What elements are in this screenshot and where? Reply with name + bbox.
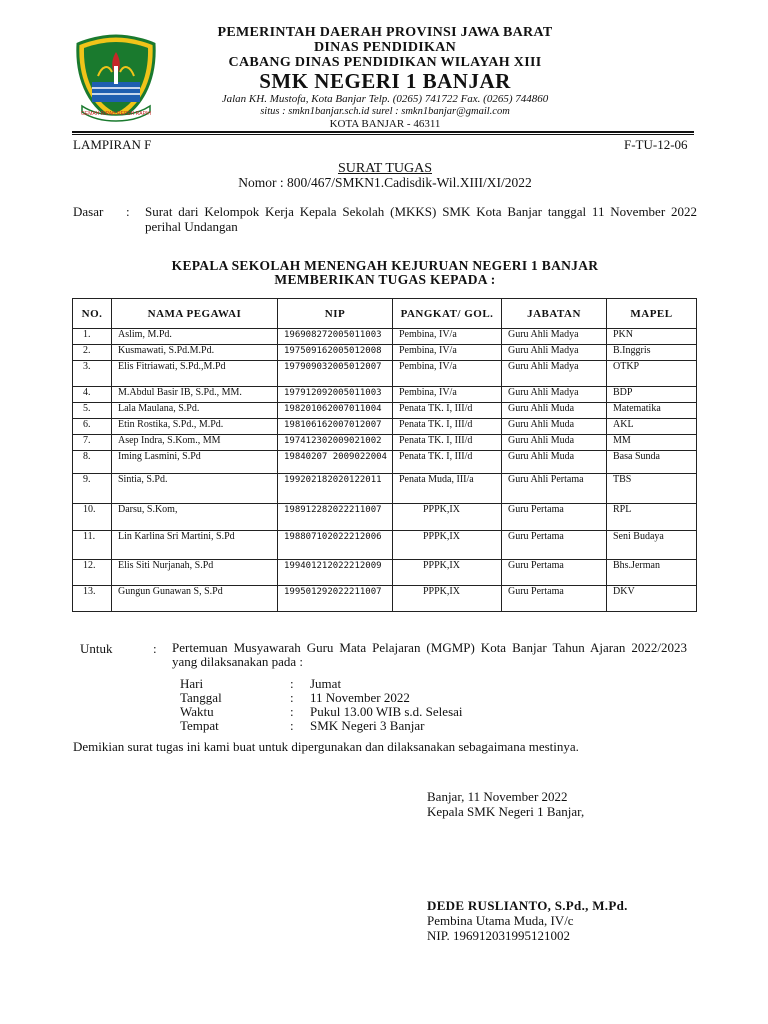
- signatory-name: DEDE RUSLIANTO, S.Pd., M.Pd.: [427, 898, 628, 913]
- table-cell: 196908272005011003: [278, 329, 393, 345]
- letterhead-government: PEMERINTAH DAERAH PROVINSI JAWA BARAT: [217, 25, 553, 40]
- table-cell: Guru Ahli Madya: [502, 329, 607, 345]
- table-row: [73, 435, 697, 451]
- table-cell: Guru Ahli Muda: [502, 403, 607, 419]
- table-cell: Darsu, S.Kom,: [112, 504, 278, 531]
- table-cell: Matematika: [607, 403, 697, 419]
- table-cell: Guru Pertama: [502, 504, 607, 531]
- form-code: F-TU-12-06: [624, 137, 688, 152]
- table-row: [73, 504, 697, 531]
- table-cell: Elis Siti Nurjanah, S.Pd: [112, 560, 278, 586]
- table-cell: 6.: [73, 419, 112, 435]
- detail-value-day: Jumat: [310, 676, 342, 691]
- table-cell: 7.: [73, 435, 112, 451]
- table-cell: Pembina, IV/a: [393, 361, 502, 387]
- table-cell: Guru Ahli Muda: [502, 419, 607, 435]
- table-cell: 12.: [73, 560, 112, 586]
- assignment-heading: KEPALA SEKOLAH MENENGAH KEJURUAN NEGERI 1 BANJAR: [171, 258, 599, 273]
- table-cell: Seni Budaya: [607, 531, 697, 560]
- table-cell: 10.: [73, 504, 112, 531]
- table-cell: Pembina, IV/a: [393, 345, 502, 361]
- letterhead-contact: situs : smkn1banjar.sch.id surel : smkn1banjar@gmail.com: [260, 106, 510, 117]
- table-cell: 199401212022212009: [278, 560, 393, 586]
- letterhead-school-name: SMK NEGERI 1 BANJAR: [259, 69, 511, 93]
- detail-value-place: SMK Negeri 3 Banjar: [310, 718, 425, 733]
- detail-value-time: Pukul 13.00 WIB s.d. Selesai: [310, 704, 463, 719]
- table-cell: Guru Pertama: [502, 560, 607, 586]
- table-cell: 197909032005012007: [278, 361, 393, 387]
- detail-colon: :: [290, 704, 294, 719]
- table-cell: Guru Ahli Muda: [502, 435, 607, 451]
- table-cell: 2.: [73, 345, 112, 361]
- table-cell: B.Inggris: [607, 345, 697, 361]
- detail-colon: :: [290, 676, 294, 691]
- untuk-colon: :: [153, 641, 157, 656]
- staff-table: [72, 298, 697, 612]
- table-cell: PPPK,IX: [393, 586, 502, 612]
- detail-label-time: Waktu: [180, 704, 214, 719]
- table-cell: 198201062007011004: [278, 403, 393, 419]
- table-cell: Guru Ahli Madya: [502, 361, 607, 387]
- table-cell: Bhs.Jerman: [607, 560, 697, 586]
- table-cell: PKN: [607, 329, 697, 345]
- table-cell: 199501292022211007: [278, 586, 393, 612]
- table-cell: Penata Muda, III/a: [393, 474, 502, 504]
- table-cell: 8.: [73, 451, 112, 474]
- table-cell: 4.: [73, 387, 112, 403]
- table-cell: TBS: [607, 474, 697, 504]
- letterhead-divider-thick: [72, 131, 694, 133]
- signature-position: Kepala SMK Negeri 1 Banjar,: [427, 804, 585, 819]
- table-cell: 13.: [73, 586, 112, 612]
- table-cell: Penata TK. I, III/d: [393, 451, 502, 474]
- table-cell: Kusmawati, S.Pd.M.Pd.: [112, 345, 278, 361]
- table-cell: 9.: [73, 474, 112, 504]
- table-cell: OTKP: [607, 361, 697, 387]
- table-cell: Gungun Gunawan S, S.Pd: [112, 586, 278, 612]
- untuk-label: Untuk: [80, 641, 113, 656]
- table-row: [73, 387, 697, 403]
- table-cell: 11.: [73, 531, 112, 560]
- table-cell: PPPK,IX: [393, 531, 502, 560]
- table-cell: Guru Ahli Madya: [502, 387, 607, 403]
- table-cell: M.Abdul Basir IB, S.Pd., MM.: [112, 387, 278, 403]
- letterhead-branch: CABANG DINAS PENDIDIKAN WILAYAH XIII: [228, 55, 542, 70]
- letterhead-city: KOTA BANJAR - 46311: [329, 118, 441, 130]
- table-row: [73, 403, 697, 419]
- table-cell: Lala Maulana, S.Pd.: [112, 403, 278, 419]
- table-cell: BDP: [607, 387, 697, 403]
- table-cell: DKV: [607, 586, 697, 612]
- table-cell: 198912282022211007: [278, 504, 393, 531]
- table-cell: AKL: [607, 419, 697, 435]
- letterhead-address: Jalan KH. Mustofa, Kota Banjar Telp. (0265) 741722 Fax. (0265) 744860: [221, 93, 549, 105]
- table-cell: RPL: [607, 504, 697, 531]
- dasar-colon: :: [126, 204, 130, 219]
- dasar-label: Dasar: [73, 204, 104, 219]
- table-cell: Guru Ahli Madya: [502, 345, 607, 361]
- closing-statement: Demikian surat tugas ini kami buat untuk dipergunakan dan dilaksanakan sebagaimana mestinya.: [73, 739, 579, 754]
- table-cell: 198106162007012007: [278, 419, 393, 435]
- table-row: [73, 345, 697, 361]
- table-cell: 3.: [73, 361, 112, 387]
- table-cell: PPPK,IX: [393, 560, 502, 586]
- table-cell: Elis Fitriawati, S.Pd.,M.Pd: [112, 361, 278, 387]
- column-header: NAMA PEGAWAI: [112, 299, 278, 329]
- letter-title: SURAT TUGAS: [337, 161, 432, 176]
- table-cell: 1.: [73, 329, 112, 345]
- table-header-row: [73, 299, 697, 329]
- detail-value-date: 11 November 2022: [310, 690, 410, 705]
- table-cell: Penata TK. I, III/d: [393, 435, 502, 451]
- table-row: [73, 531, 697, 560]
- detail-colon: :: [290, 690, 294, 705]
- table-row: [73, 329, 697, 345]
- table-cell: 198807102022212006: [278, 531, 393, 560]
- table-cell: 19840207 2009022004: [278, 451, 393, 474]
- table-cell: Pembina, IV/a: [393, 387, 502, 403]
- table-row: [73, 361, 697, 387]
- letter-number: Nomor : 800/467/SMKN1.Cadisdik-Wil.XIII/XI/2022: [238, 175, 532, 190]
- column-header: PANGKAT/ GOL.: [393, 299, 502, 329]
- table-cell: Etin Rostika, S.Pd., M.Pd.: [112, 419, 278, 435]
- signatory-nip: NIP. 196912031995121002: [427, 928, 571, 943]
- table-cell: Lin Karlina Sri Martini, S.Pd: [112, 531, 278, 560]
- table-cell: Penata TK. I, III/d: [393, 419, 502, 435]
- table-cell: 197412302009021002: [278, 435, 393, 451]
- assignment-subheading: MEMBERIKAN TUGAS KEPADA :: [274, 272, 496, 287]
- table-row: [73, 474, 697, 504]
- attachment-label: LAMPIRAN F: [73, 137, 152, 152]
- column-header: JABATAN: [502, 299, 607, 329]
- table-row: [73, 586, 697, 612]
- table-cell: 5.: [73, 403, 112, 419]
- table-row: [73, 560, 697, 586]
- table-cell: Aslim, M.Pd.: [112, 329, 278, 345]
- svg-text:GEMAH RIPAH REPEH RAPIH: GEMAH RIPAH REPEH RAPIH: [81, 111, 151, 117]
- detail-colon: :: [290, 718, 294, 733]
- table-cell: Guru Pertama: [502, 531, 607, 560]
- table-row: [73, 419, 697, 435]
- letterhead-divider-thin: [72, 134, 694, 135]
- table-cell: Iming Lasmini, S.Pd: [112, 451, 278, 474]
- table-cell: Guru Pertama: [502, 586, 607, 612]
- west-java-emblem-logo: [70, 32, 162, 124]
- table-cell: Guru Ahli Pertama: [502, 474, 607, 504]
- table-cell: PPPK,IX: [393, 504, 502, 531]
- column-header: NO.: [73, 299, 112, 329]
- table-cell: Guru Ahli Muda: [502, 451, 607, 474]
- detail-label-place: Tempat: [180, 718, 219, 733]
- table-cell: 199202182020122011: [278, 474, 393, 504]
- table-cell: Penata TK. I, III/d: [393, 403, 502, 419]
- table-row: [73, 451, 697, 474]
- untuk-text: Pertemuan Musyawarah Guru Mata Pelajaran (MGMP) Kota Banjar Tahun Ajaran 2022/2023 yang dilaksanakan pada :: [172, 640, 687, 669]
- signature-place-date: Banjar, 11 November 2022: [427, 789, 568, 804]
- dasar-text: Surat dari Kelompok Kerja Kepala Sekolah (MKKS) SMK Kota Banjar tanggal 11 November 2022 perihal Undangan: [145, 204, 697, 234]
- column-header: NIP: [278, 299, 393, 329]
- table-cell: Pembina, IV/a: [393, 329, 502, 345]
- table-cell: 197912092005011003: [278, 387, 393, 403]
- table-cell: 197509162005012008: [278, 345, 393, 361]
- table-cell: Sintia, S.Pd.: [112, 474, 278, 504]
- detail-label-date: Tanggal: [180, 690, 222, 705]
- table-cell: Asep Indra, S.Kom., MM: [112, 435, 278, 451]
- column-header: MAPEL: [607, 299, 697, 329]
- detail-label-day: Hari: [180, 676, 204, 691]
- signatory-rank: Pembina Utama Muda, IV/c: [427, 913, 574, 928]
- letterhead-department: DINAS PENDIDIKAN: [313, 40, 457, 55]
- table-cell: MM: [607, 435, 697, 451]
- table-cell: Basa Sunda: [607, 451, 697, 474]
